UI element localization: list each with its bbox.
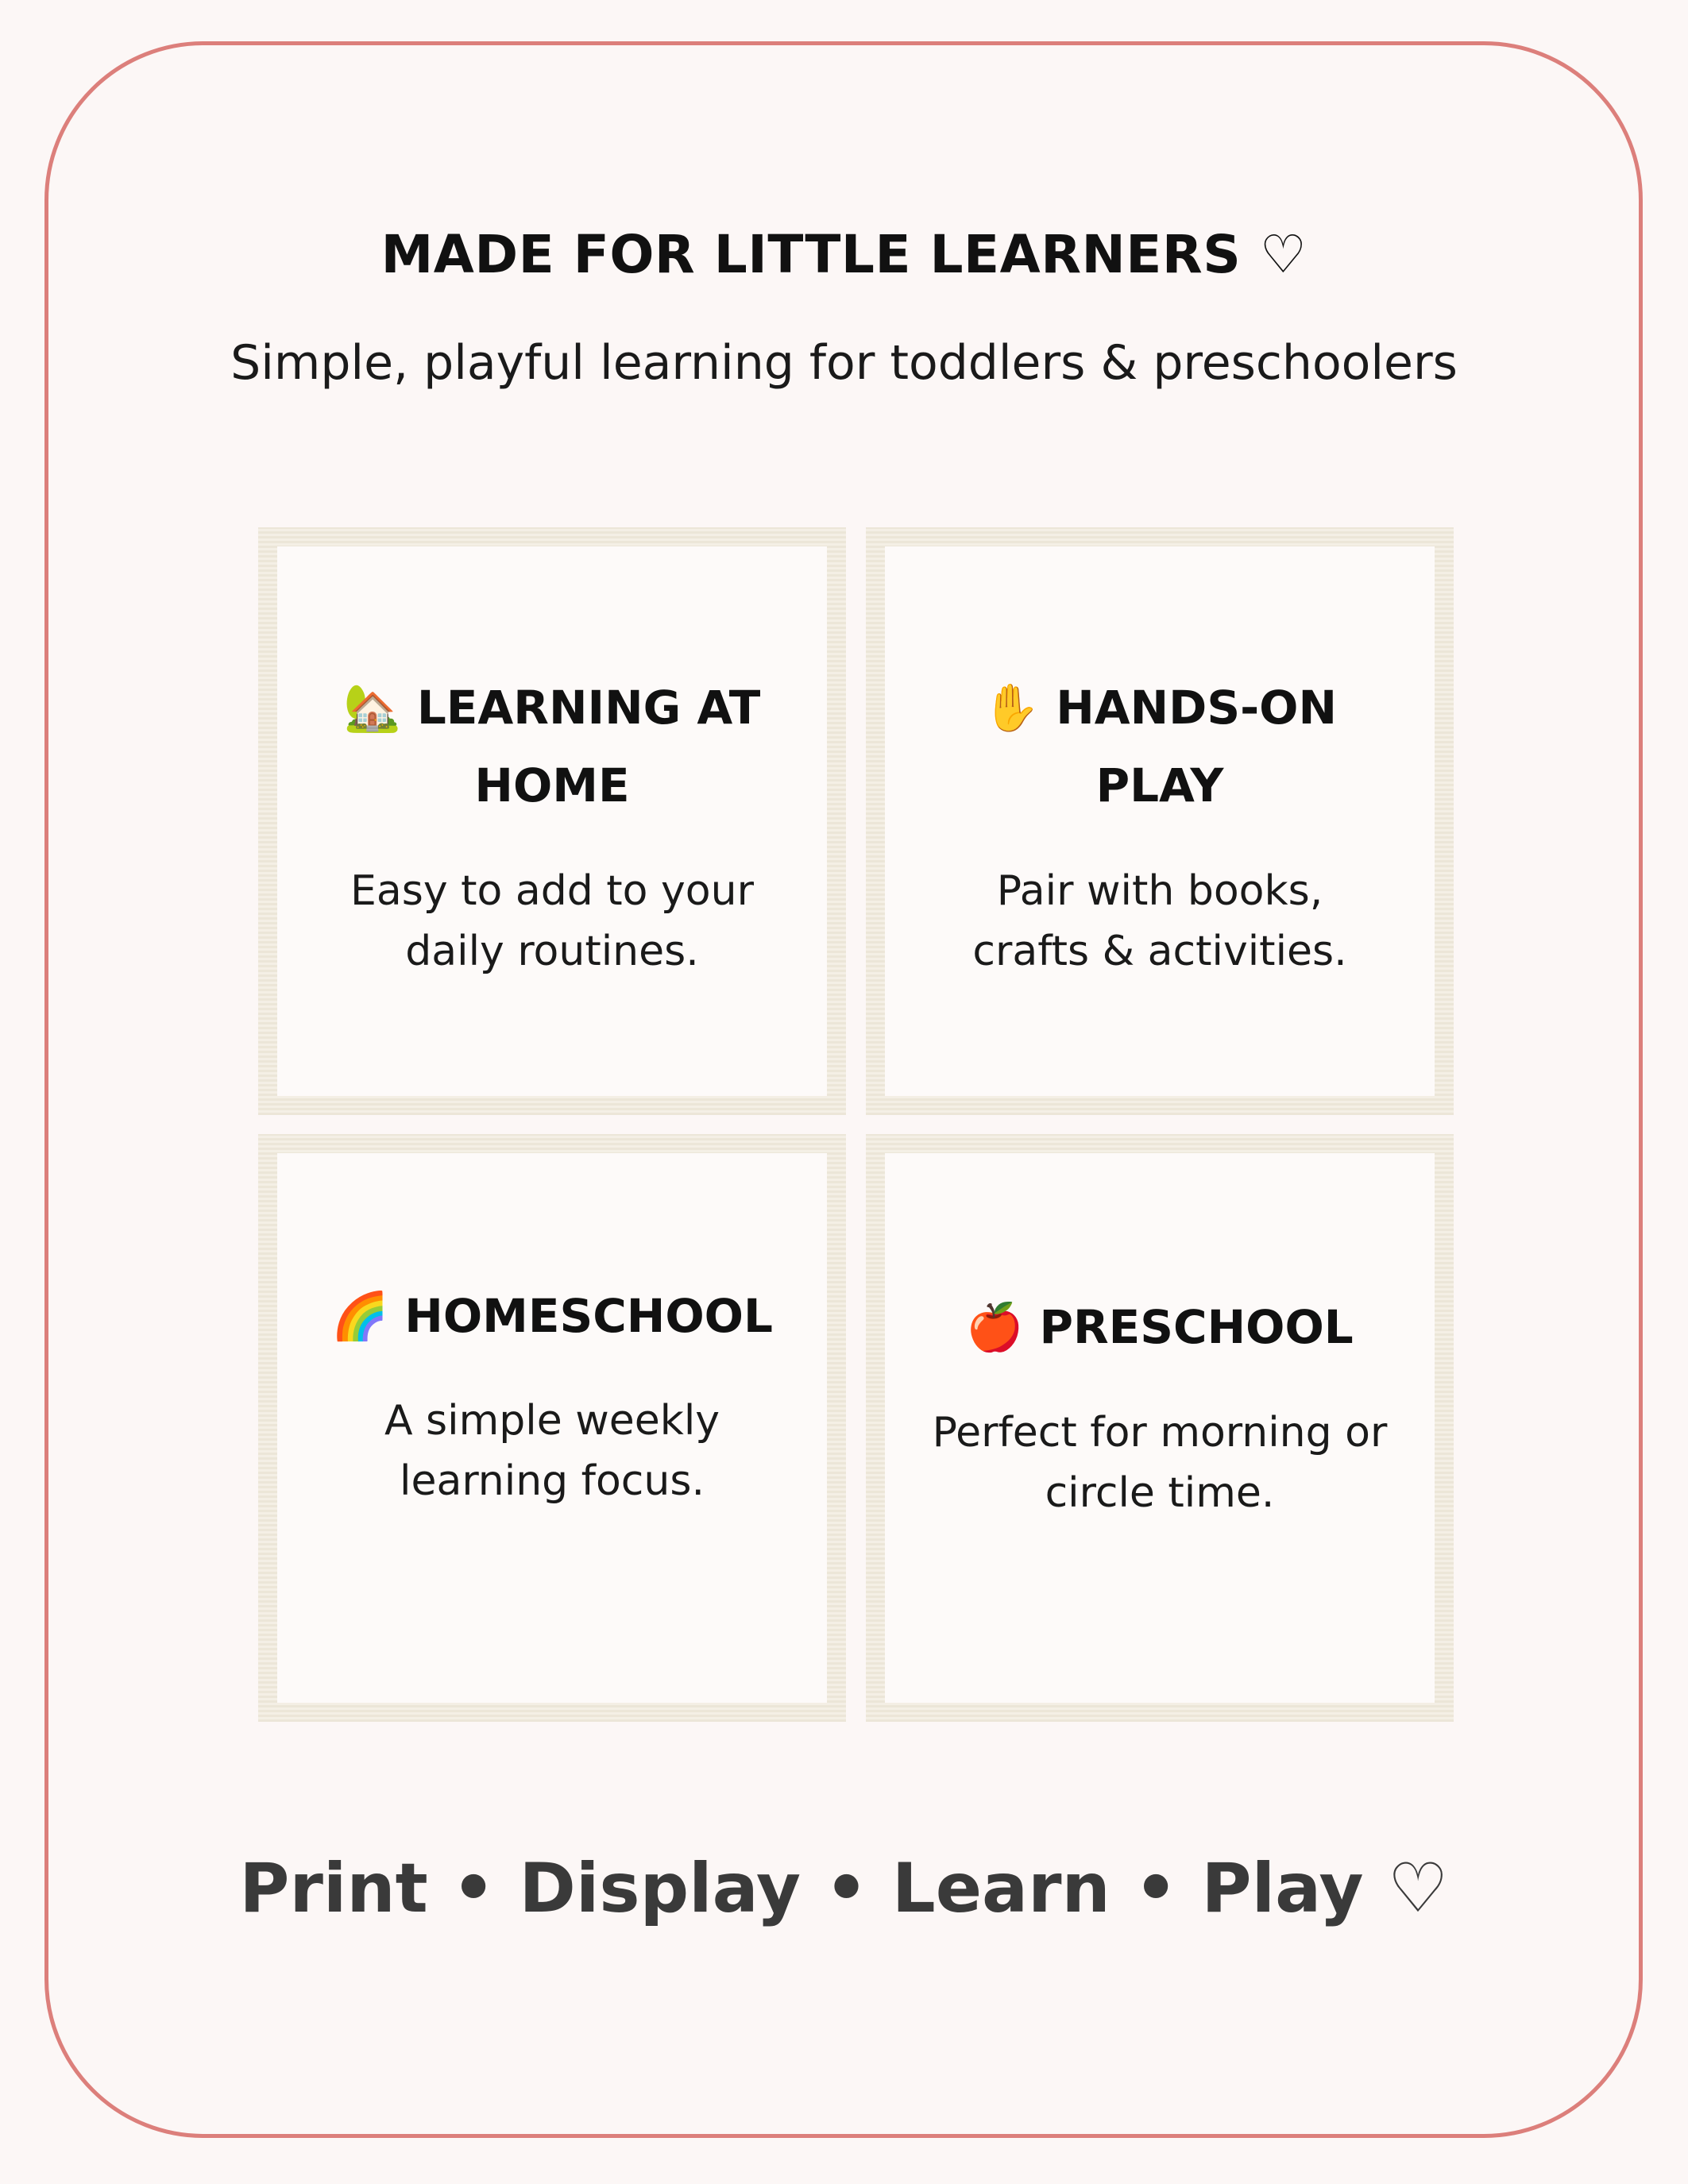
card-hands-on-play	[866, 527, 1454, 1115]
card-text-line1: Easy to add to your	[350, 867, 754, 915]
card-text	[301, 861, 803, 982]
card-title-line2: HOME	[474, 758, 630, 812]
card-text	[909, 1403, 1411, 1523]
card-text-line2: circle time.	[1045, 1469, 1275, 1517]
card-title-line1: HOMESCHOOL	[404, 1289, 773, 1343]
card-inner	[277, 1153, 827, 1703]
card-title	[901, 1288, 1419, 1366]
card-inner	[277, 546, 827, 1096]
card-inner	[885, 1153, 1435, 1703]
card-title	[293, 669, 811, 824]
card-text-line1: Pair with books,	[996, 867, 1323, 915]
card-title	[293, 1277, 811, 1355]
page-subtitle: Simple, playful learning for toddlers & preschoolers	[230, 335, 1458, 391]
card-title-line1: PRESCHOOL	[1039, 1300, 1354, 1354]
card-text-line2: crafts & activities.	[972, 928, 1347, 975]
card-preschool	[866, 1134, 1454, 1722]
raised-hand-icon: ✋	[982, 681, 1041, 735]
card-title	[901, 669, 1419, 824]
card-text-line1: A simple weekly	[384, 1397, 720, 1445]
card-text-line2: learning focus.	[400, 1457, 705, 1505]
card-title-line1: HANDS-ON	[1056, 681, 1338, 735]
card-text-line2: daily routines.	[405, 928, 699, 975]
red-apple-icon: 🍎	[966, 1300, 1024, 1354]
card-text	[301, 1391, 803, 1511]
card-text	[909, 861, 1411, 982]
page-title: MADE FOR LITTLE LEARNERS ♡	[380, 224, 1308, 285]
card-title-line2: PLAY	[1095, 758, 1224, 812]
footer-tagline: Print • Display • Learn • Play ♡	[239, 1849, 1449, 1928]
rainbow-icon: 🌈	[331, 1289, 389, 1343]
card-title-line1: LEARNING AT	[416, 681, 761, 735]
card-inner	[885, 546, 1435, 1096]
card-learning-at-home	[258, 527, 846, 1115]
house-with-garden-icon: 🏡	[343, 681, 401, 735]
card-homeschool	[258, 1134, 846, 1722]
card-text-line1: Perfect for morning or	[932, 1409, 1388, 1457]
